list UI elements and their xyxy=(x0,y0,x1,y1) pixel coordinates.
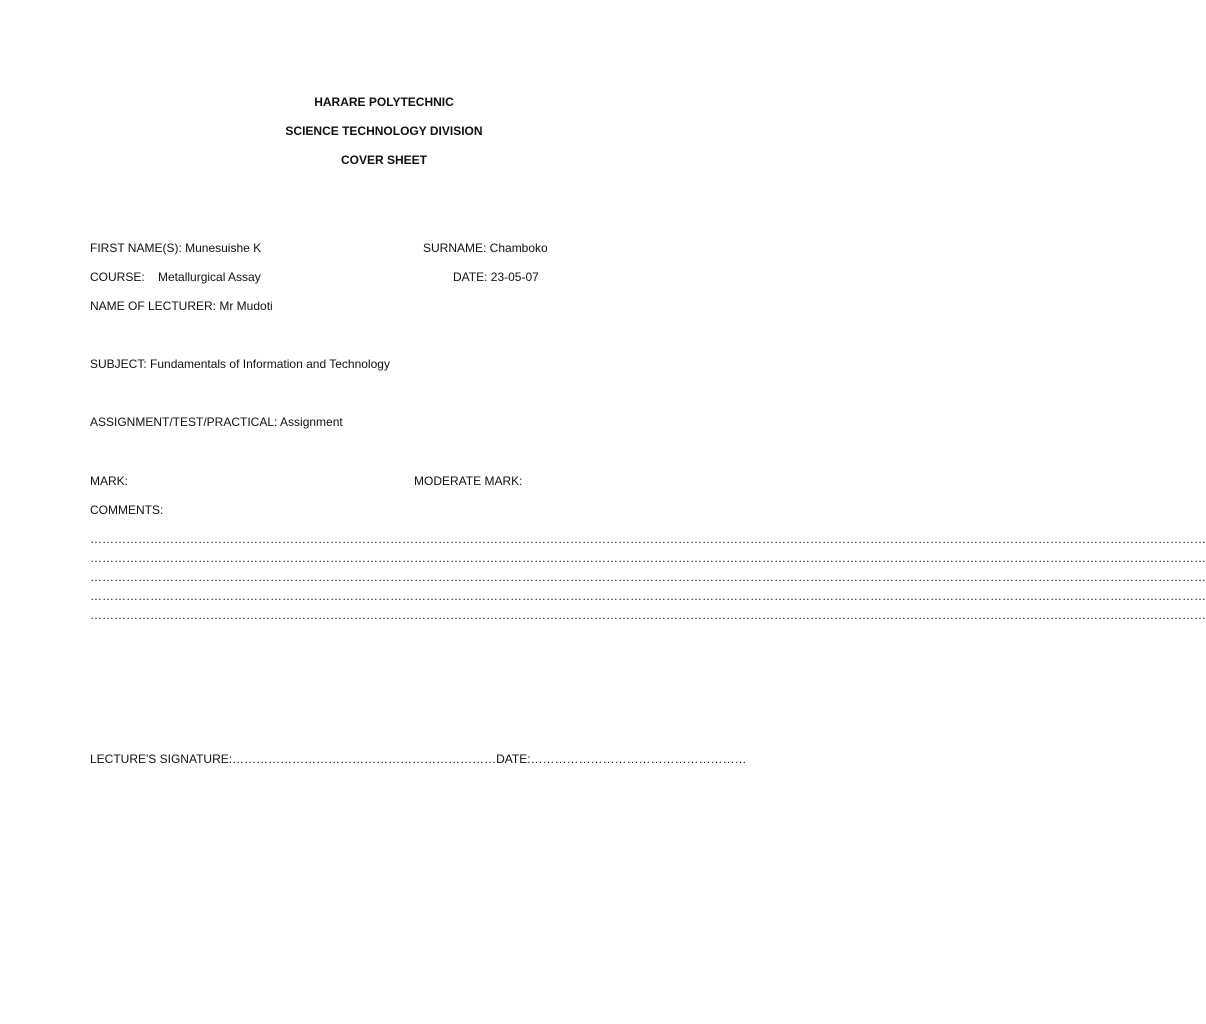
assignment-type-field: ASSIGNMENT/TEST/PRACTICAL: Assignment xyxy=(90,415,343,429)
institution-name: HARARE POLYTECHNIC xyxy=(314,95,454,109)
first-name-field: FIRST NAME(S): Munesuishe K xyxy=(90,241,262,255)
course-field: COURSE: Metallurgical Assay xyxy=(90,270,261,284)
comments-label: COMMENTS: xyxy=(90,503,164,517)
lecturer-field: NAME OF LECTURER: Mr Mudoti xyxy=(90,299,273,313)
signature-line: LECTURE'S SIGNATURE:…………………………………………………………DATE:……………………………………………… xyxy=(90,752,747,766)
comment-line: ……………………………………………………………………………………………………………………………………………………………………………………………………………………………………………………… xyxy=(90,551,1206,565)
subject-field: SUBJECT: Fundamentals of Information and Technology xyxy=(90,357,390,371)
comment-line: ……………………………………………………………………………………………………………………………………………………………………………………………………………………………………………………… xyxy=(90,570,1206,584)
mark-label: MARK: xyxy=(90,474,129,488)
division-name: SCIENCE TECHNOLOGY DIVISION xyxy=(285,124,483,138)
comment-line: ……………………………………………………………………………………………………………………………………………………………………………………………………………………………………………………… xyxy=(90,532,1206,546)
comment-line: ……………………………………………………………………………………………………………………………………………………………………………………………………………………………………………………… xyxy=(90,608,1206,622)
comment-line: ……………………………………………………………………………………………………………………………………………………………………………………………………………………………………………………… xyxy=(90,589,1206,603)
date-field: DATE: 23-05-07 xyxy=(453,270,539,284)
page-title: COVER SHEET xyxy=(340,153,427,167)
moderate-mark-label: MODERATE MARK: xyxy=(414,474,523,488)
surname-field: SURNAME: Chamboko xyxy=(423,241,548,255)
